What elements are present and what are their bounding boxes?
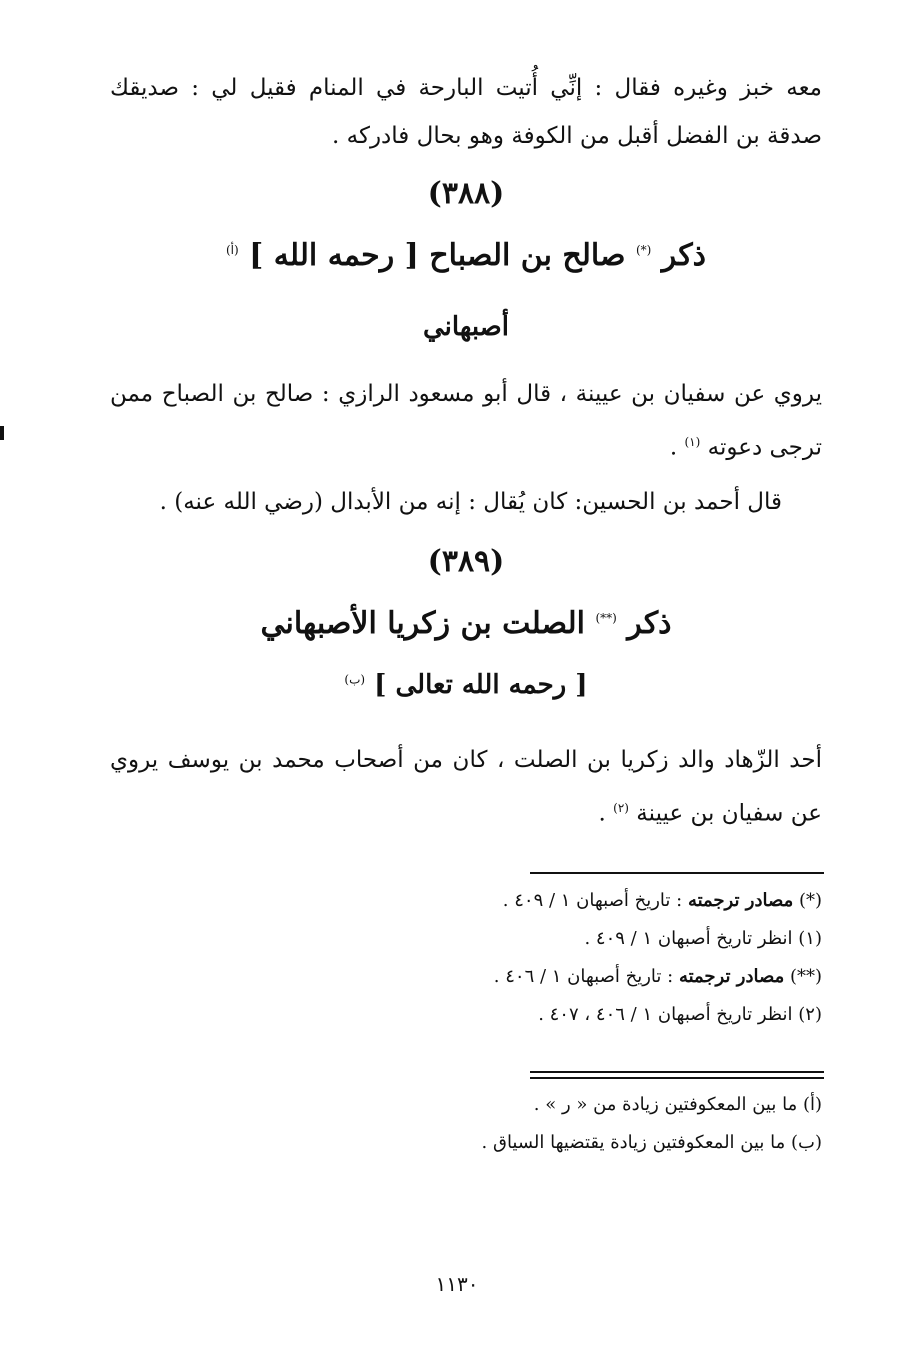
entry-388-title xyxy=(110,238,822,273)
footnote-3-bold: مصادر ترجمته xyxy=(678,966,785,987)
entry-388-title-prefix: ذكر xyxy=(661,238,706,273)
entry-388-title-note: (أ) xyxy=(225,243,239,257)
footnote-4-mark: (٢) xyxy=(798,1004,822,1025)
footnote-1-text: : تاريخ أصبهان ١ / ٤٠٩ . xyxy=(502,890,683,911)
entry-388-title-text: صالح بن الصباح [ رحمه الله ] xyxy=(249,238,626,273)
footnote-3-mark: (**) xyxy=(789,966,822,987)
footnote-separator xyxy=(530,872,824,874)
entry-389-para-1-text: أحد الزّهاد والد زكريا بن الصلت ، كان من أصحاب محمد بن يوسف يروي عن سفيان بن عيينة xyxy=(110,747,822,827)
entry-388-title-star: (*) xyxy=(635,243,652,257)
editor-note-1-mark: (أ) xyxy=(802,1094,822,1115)
entry-389-subtitle-note: (ب) xyxy=(344,672,366,687)
entry-389-para-1 xyxy=(110,736,822,838)
page-edge-mark xyxy=(0,426,4,440)
entry-388-para-2: قال أحمد بن الحسين: كان يُقال : إنه من الأبدال (رضي الله عنه) . xyxy=(159,489,782,515)
footnote-2-mark: (١) xyxy=(798,928,822,949)
editor-notes xyxy=(110,1086,822,1162)
entry-389-title-text: الصلت بن زكريا الأصبهاني xyxy=(260,606,586,641)
footnote-3-text: : تاريخ أصبهان ١ / ٤٠٦ . xyxy=(493,966,674,987)
entry-389-para-1-end: . xyxy=(598,800,606,827)
page-number: ١١٣٠ xyxy=(435,1272,479,1296)
editor-note-1-text: ما بين المعكوفتين زيادة من « ر » . xyxy=(533,1094,798,1115)
footnote-1 xyxy=(110,882,822,920)
editor-note-2 xyxy=(110,1124,822,1162)
editor-note-2-mark: (ب) xyxy=(791,1132,822,1153)
entry-389-subtitle xyxy=(110,670,822,700)
footnote-1-bold: مصادر ترجمته xyxy=(687,890,794,911)
entry-388-para-1-note: (١) xyxy=(684,435,701,449)
intro-paragraph xyxy=(110,64,822,160)
footnotes xyxy=(110,882,822,1034)
entry-388-number: (٣٨٨) xyxy=(427,176,505,211)
footnote-2 xyxy=(110,920,822,958)
editor-notes-separator-bottom xyxy=(530,1077,824,1079)
intro-line-1: معه خبز وغيره فقال : إنِّي أُتيت البارحة في المنام فقيل لي : صديقك xyxy=(110,75,822,101)
entry-389-title-prefix: ذكر xyxy=(627,606,672,641)
footnote-1-mark: (*) xyxy=(798,890,822,911)
entry-388-para-1 xyxy=(110,370,822,472)
editor-note-2-text: ما بين المعكوفتين زيادة يقتضيها السياق . xyxy=(481,1132,786,1153)
footnote-4-text: انظر تاريخ أصبهان ١ / ٤٠٦ ، ٤٠٧ . xyxy=(538,1004,793,1025)
entry-389-title xyxy=(110,606,822,641)
editor-note-1 xyxy=(110,1086,822,1124)
entry-389-para-1-note: (٢) xyxy=(613,801,629,815)
editor-notes-separator-top xyxy=(530,1071,824,1073)
entry-389-subtitle-text: [ رحمه الله تعالى ] xyxy=(374,670,588,700)
footnote-4 xyxy=(110,996,822,1034)
entry-389-title-star: (**) xyxy=(595,611,617,625)
entry-388-subtitle: أصبهاني xyxy=(423,312,509,342)
entry-388-para-1-text: يروي عن سفيان بن عيينة ، قال أبو مسعود الرازي : صالح بن الصباح ممن ترجى دعوته xyxy=(110,381,822,461)
entry-388-para-1-end: . xyxy=(669,434,678,461)
footnote-3 xyxy=(110,958,822,996)
entry-389-number: (٣٨٩) xyxy=(427,544,505,579)
footnote-2-text: انظر تاريخ أصبهان ١ / ٤٠٩ . xyxy=(584,928,793,949)
intro-line-2: صدقة بن الفضل أقبل من الكوفة وهو بحال فادركه . xyxy=(332,123,822,149)
